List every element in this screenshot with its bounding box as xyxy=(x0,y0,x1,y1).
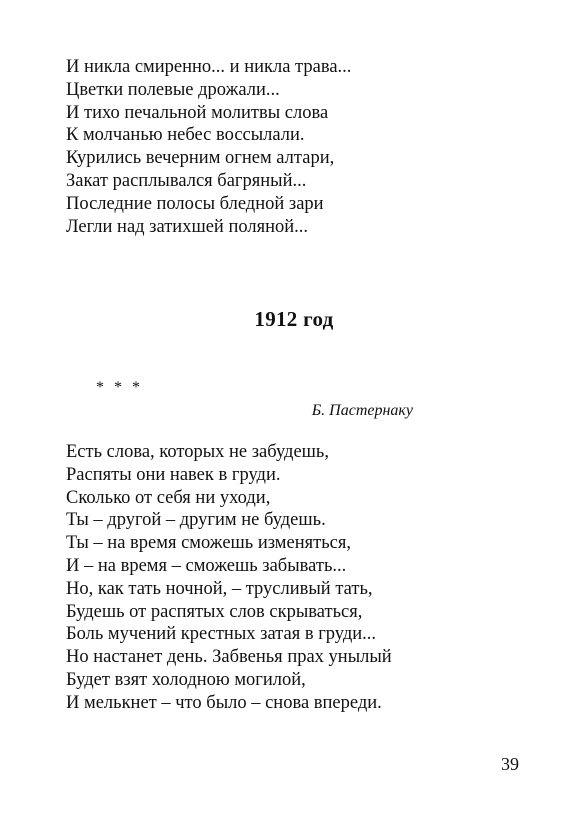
poem-stanza-main xyxy=(66,441,392,715)
poem-line: Но настанет день. Забвенья прах унылый xyxy=(66,647,392,668)
poem-line: Будешь от распятых слов скрываться, xyxy=(66,601,363,622)
section-heading: 1912 год xyxy=(254,307,334,331)
poem-line: Но, как тать ночной, – трусливый тать, xyxy=(66,578,373,599)
poem-line: Ты – другой – другим не будешь. xyxy=(66,510,326,531)
poem-line: Ты – на время сможешь изменяться, xyxy=(66,533,351,554)
poem-line: Распяты они навек в груди. xyxy=(66,464,281,485)
poem-dedication: Б. Пастернаку xyxy=(311,402,413,419)
poem-line: Закат расплывался багряный... xyxy=(66,170,307,191)
poem-line: Есть слова, которых не забудешь, xyxy=(66,442,329,462)
poem-line: Легли над затихшей поляной... xyxy=(66,216,309,237)
poem-line: Сколько от себя ни уходи, xyxy=(66,487,271,508)
poem-stanza-top xyxy=(66,56,351,238)
poem-separator-asterisks: * * * xyxy=(96,379,143,396)
poem-line: И тихо печальной молитвы слова xyxy=(66,102,329,123)
poem-line: К молчанью небес воссылали. xyxy=(66,125,305,146)
poem-line: Будет взят холодною могилой, xyxy=(66,669,306,690)
poem-line: Последние полосы бледной зари xyxy=(66,193,324,214)
page-number: 39 xyxy=(501,754,519,774)
poem-line: Боль мучений крестных затая в груди... xyxy=(66,624,377,645)
poem-line: Цветки полевые дрожали... xyxy=(66,79,280,100)
poem-line: И мелькнет – что было – снова впереди. xyxy=(66,692,382,713)
poem-line: И никла смиренно... и никла трава... xyxy=(66,57,352,77)
poem-line: Курились вечерним огнем алтари, xyxy=(66,148,335,169)
poem-line: И – на время – сможешь забывать... xyxy=(66,555,347,576)
